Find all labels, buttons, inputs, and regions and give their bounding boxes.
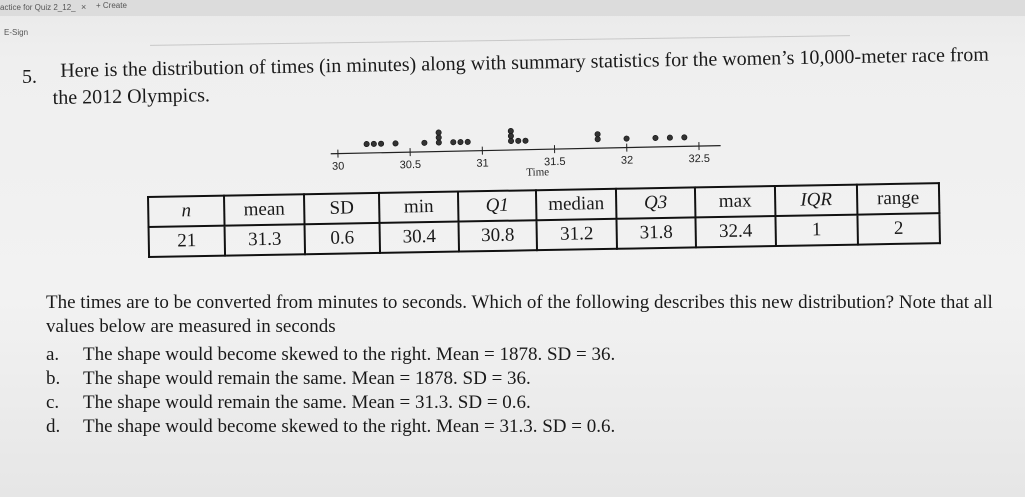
data-dot xyxy=(508,138,514,144)
stats-header-cell: IQR xyxy=(775,185,858,216)
x-tick-label: 30.5 xyxy=(399,158,422,172)
data-dot xyxy=(653,135,659,141)
x-axis-line xyxy=(331,146,721,154)
stats-value-cell: 31.8 xyxy=(616,217,696,248)
stats-value-cell: 30.8 xyxy=(458,220,537,251)
x-tick-label: 31.5 xyxy=(543,155,566,169)
data-dot xyxy=(393,141,399,147)
tab-close-icon[interactable]: × xyxy=(81,2,87,12)
question-prompt xyxy=(52,41,1013,112)
data-dot xyxy=(422,140,428,146)
data-dot xyxy=(465,139,471,145)
data-dot xyxy=(378,141,384,147)
data-dot xyxy=(508,133,514,139)
x-tick-label: 32.5 xyxy=(688,152,711,166)
stats-value-cell: 2 xyxy=(857,213,940,244)
data-dot xyxy=(516,138,522,144)
stats-header-cell: Q3 xyxy=(616,187,696,218)
stats-value-cell: 31.3 xyxy=(225,224,306,255)
divider xyxy=(150,35,850,46)
x-axis-label: Time xyxy=(526,166,550,179)
data-dot xyxy=(667,135,673,141)
browser-tab-bar xyxy=(0,0,1025,16)
stats-header-cell: SD xyxy=(304,193,380,224)
data-dot xyxy=(458,139,464,145)
option-text: The shape would become skewed to the right. Mean = 1878. SD = 36. xyxy=(83,344,616,365)
stats-header-cell: range xyxy=(857,183,940,214)
stats-value-cell: 0.6 xyxy=(305,223,381,254)
option-a[interactable] xyxy=(46,343,615,367)
breadcrumb: E-Sign xyxy=(4,28,29,37)
stats-header-cell: Q1 xyxy=(458,190,537,221)
stats-value-cell: 31.2 xyxy=(536,219,617,250)
option-letter: c. xyxy=(46,392,60,413)
stats-header-cell: n xyxy=(148,196,225,227)
option-b[interactable] xyxy=(46,367,615,391)
option-letter: a. xyxy=(46,344,60,365)
option-c[interactable] xyxy=(46,391,615,415)
stats-value-cell: 30.4 xyxy=(380,222,460,253)
stats-value-cell: 32.4 xyxy=(695,216,776,247)
stats-header-cell: mean xyxy=(224,194,305,225)
x-tick-label: 30 xyxy=(331,160,345,173)
stats-value-cell: 21 xyxy=(149,226,226,257)
stats-header-cell: min xyxy=(379,192,459,223)
x-tick-label: 32 xyxy=(620,154,634,167)
followup-prompt: The times are to be converted from minutes to seconds. Which of the following describes this new distribution? Note that all values below are measured in seconds xyxy=(46,292,993,337)
data-dot xyxy=(364,141,370,147)
option-letter: d. xyxy=(46,416,61,437)
stats-value-cell: 1 xyxy=(775,215,858,246)
browser-tab-title[interactable]: actice for Quiz 2_12_ xyxy=(0,3,76,12)
data-dot xyxy=(508,128,514,134)
data-dot xyxy=(436,135,442,141)
stats-header-cell: max xyxy=(695,186,776,217)
option-text: The shape would remain the same. Mean = 31.3. SD = 0.6. xyxy=(83,392,531,413)
data-dot xyxy=(624,136,630,142)
option-text: The shape would remain the same. Mean = 1878. SD = 36. xyxy=(83,368,531,389)
stats-header-cell: median xyxy=(536,189,617,220)
question-prompt-text: Here is the distribution of times (in minutes) along with summary statistics for the women’s 10,000-meter race from the 2012 Olympics. xyxy=(52,43,989,109)
data-dot xyxy=(523,138,529,144)
data-dot xyxy=(371,141,377,147)
new-tab-button[interactable]: + Create xyxy=(96,1,127,10)
data-dot xyxy=(436,130,442,136)
data-dot xyxy=(595,131,601,137)
data-dot xyxy=(436,140,442,146)
option-letter: b. xyxy=(46,368,61,389)
answer-options xyxy=(46,343,615,439)
data-dot xyxy=(595,136,601,142)
option-text: The shape would become skewed to the right. Mean = 31.3. SD = 0.6. xyxy=(83,416,616,437)
x-tick-label: 31 xyxy=(476,157,489,170)
summary-stats-table xyxy=(147,182,941,258)
question-number: 5. xyxy=(22,66,37,88)
data-dot xyxy=(682,135,688,141)
option-d[interactable] xyxy=(46,415,615,439)
data-dot xyxy=(451,139,457,145)
dotplot-chart xyxy=(320,111,741,195)
